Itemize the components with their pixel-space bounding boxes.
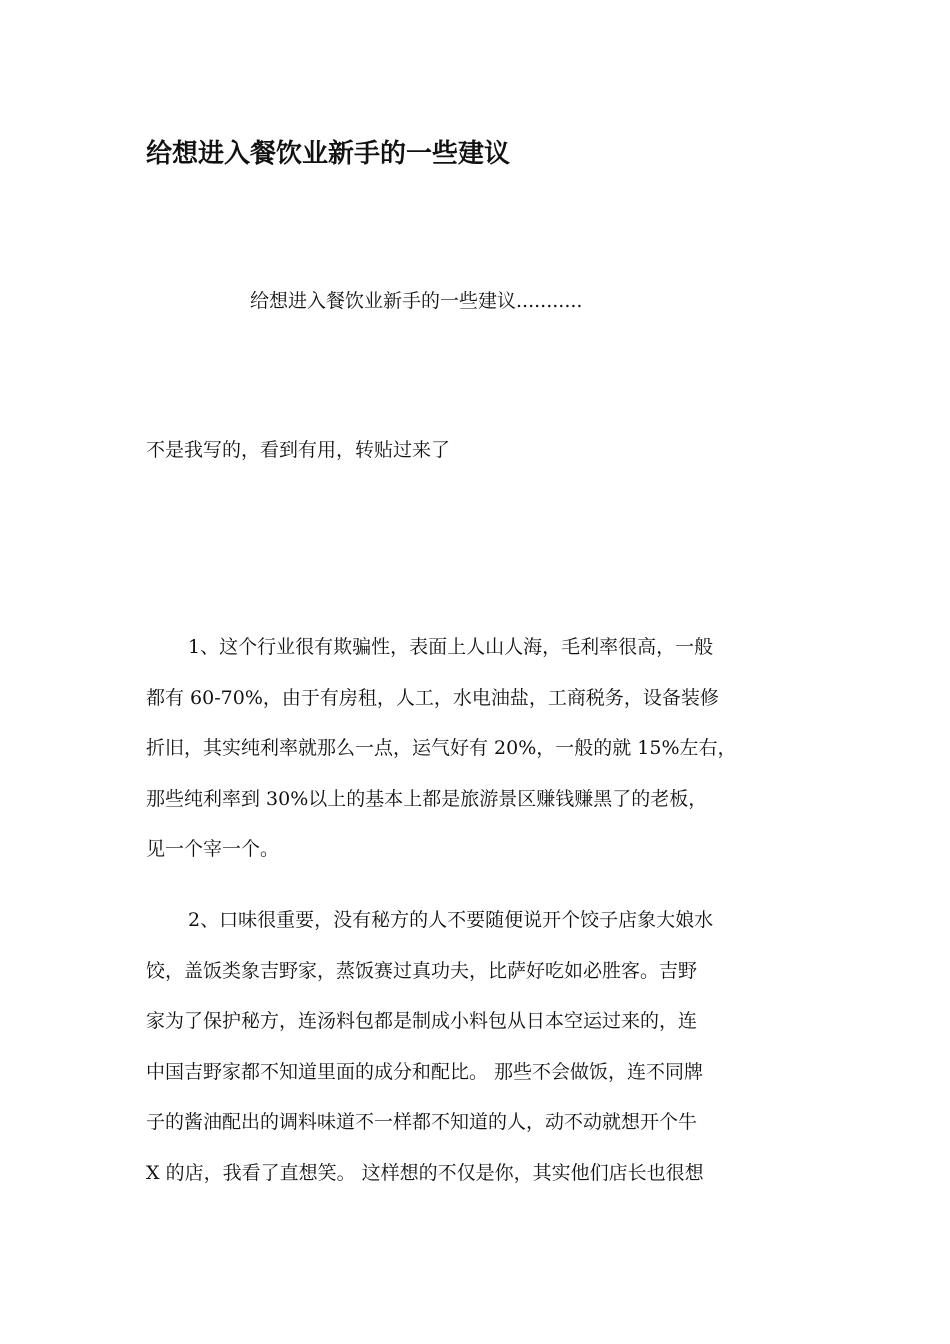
paragraph-line: 都有 60-70%，由于有房租，人工，水电油盐，工商税务，设备装修: [146, 686, 719, 709]
paragraph-line: 子的酱油配出的调料味道不一样都不知道的人，动不动就想开个牛: [146, 1111, 698, 1133]
paragraph-line: 中国吉野家都不知道里面的成分和配比。 那些不会做饭，连不同牌: [146, 1060, 704, 1083]
paragraph-line: 饺，盖饭类象吉野家，蒸饭赛过真功夫，比萨好吃如必胜客。吉野: [146, 959, 698, 982]
document-subtitle: 给想进入餐饮业新手的一些建议...........: [250, 290, 583, 312]
paragraph-line: 折旧，其实纯利率就那么一点，运气好有 20%，一般的就 15%左右，: [146, 737, 737, 759]
paragraph-line: 1、这个行业很有欺骗性，表面上人山人海，毛利率很高，一般: [188, 636, 714, 658]
paragraph-line: 2、口味很重要，没有秘方的人不要随便说开个饺子店象大娘水: [188, 909, 714, 931]
paragraph-line: 家为了保护秘方，连汤料包都是制成小料包从日本空运过来的，连: [146, 1010, 698, 1032]
paragraph-line: X 的店，我看了直想笑。 这样想的不仅是你，其实他们店长也很想: [146, 1161, 704, 1184]
document-title: 给想进入餐饮业新手的一些建议: [146, 139, 511, 169]
paragraph-2: [146, 905, 830, 1208]
paragraph-line: 见一个宰一个。: [146, 838, 280, 860]
paragraph-1: [146, 632, 830, 885]
paragraph-line: 那些纯利率到 30%以上的基本上都是旅游景区赚钱赚黑了的老板，: [146, 787, 708, 810]
repost-note: 不是我写的，看到有用，转贴过来了: [146, 439, 451, 461]
